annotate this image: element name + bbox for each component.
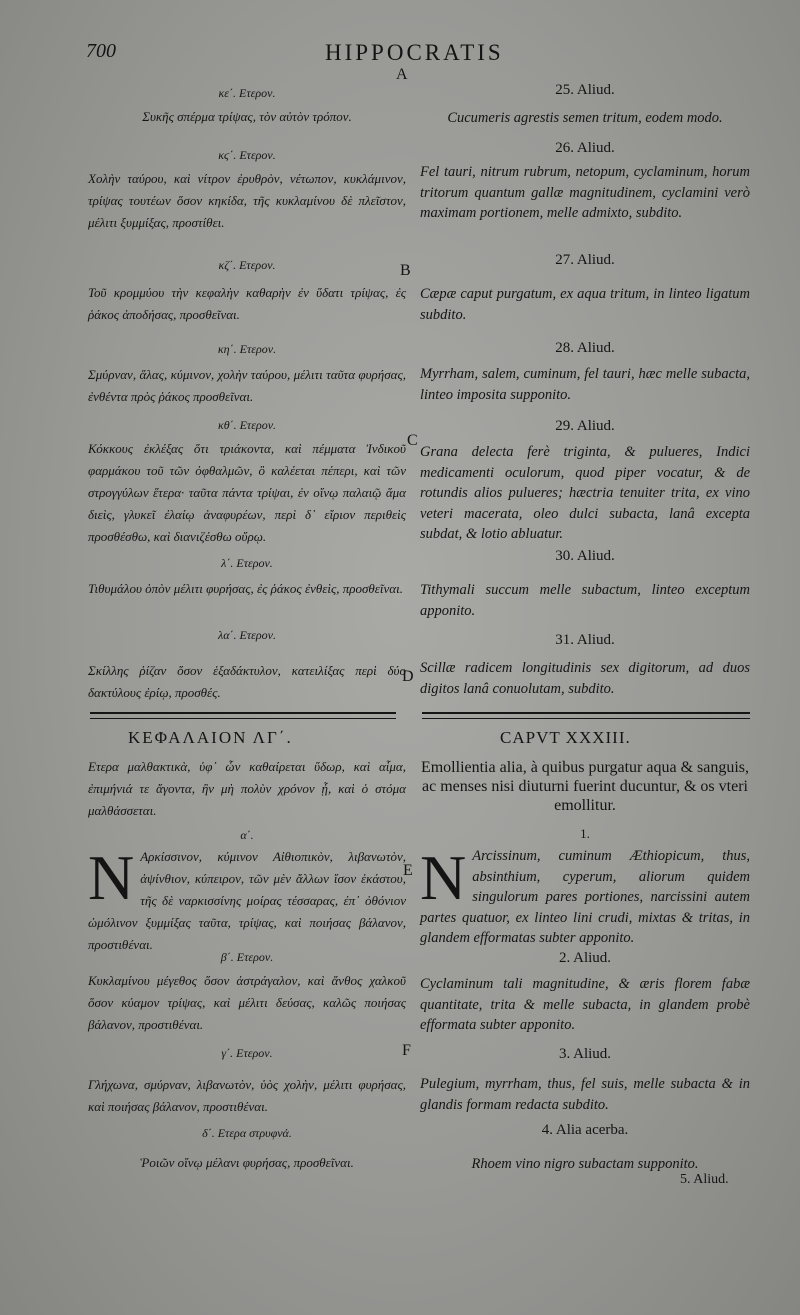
margin-letter-a: A bbox=[396, 66, 408, 83]
latin-text-31: Scillæ radicem longitudinis sex digitorum, ad duos digitos lanâ conuolutam, subdito. bbox=[420, 660, 750, 697]
greek-heading-31: λα΄. Ετερον. bbox=[218, 628, 276, 642]
latin-text-27: Cæpæ caput purgatum, ex aqua tritum, in linteo ligatum subdito. bbox=[420, 286, 750, 323]
latin-heading-26: 26. Aliud. bbox=[555, 140, 615, 156]
margin-letter-f: F bbox=[402, 1042, 411, 1059]
latin-text-25: Cucumeris agrestis semen tritum, eodem modo. bbox=[447, 110, 723, 126]
greek-item-1-text: Αρκίσσινον, κύμινον Αἰθιοπικὸν, λιβανωτὸν, ἀψίνθιον, κύπειρον, τῶν μὲν ἄλλων ἴσον ἑκάστου, τῆς δὲ ναρκισσίνης μοίρας τέσσαρας, ἐπ᾽ ὀθόνιον ὠμόλινον ξυμμίξας ταῦτα, τρίψας, καὶ ποιήσας βάλανον, προστιθέναι. bbox=[88, 849, 406, 952]
greek-item-1-heading: α΄. bbox=[240, 828, 254, 842]
greek-heading-30: λ΄. Ετερον. bbox=[221, 556, 273, 570]
latin-item-1-heading: 1. bbox=[580, 826, 590, 841]
latin-heading-28: 28. Aliud. bbox=[555, 340, 615, 356]
latin-item-1-text: Arcissinum, cuminum Æthiopicum, thus, absinthium, cyperum, aliorum quidem singulorum pares portiones, narcissini autem partes quatuor, ex linteo lini crudi, mixtas & tritas, in glandem efformatas subter apponito. bbox=[420, 848, 750, 946]
greek-heading-25: κε΄. Ετερον. bbox=[218, 86, 276, 100]
latin-divider-rule bbox=[422, 712, 750, 714]
greek-item-3-heading: γ΄. Ετερον. bbox=[221, 1046, 273, 1060]
greek-heading-27: κζ΄. Ετερον. bbox=[218, 258, 276, 272]
margin-letter-e: E bbox=[403, 862, 413, 879]
page-number: 700 bbox=[86, 40, 116, 62]
greek-text-30: Τιθυμάλου ὀπὸν μέλιτι φυρήσας, ἐς ῥάκος ἐνθεὶς, προσθεῖναι. bbox=[88, 581, 403, 596]
greek-text-25: Συκῆς σπέρμα τρίψας, τὸν αὐτὸν τρόπον. bbox=[142, 109, 352, 124]
latin-heading-25: 25. Aliud. bbox=[555, 82, 615, 98]
greek-item-2-text: Κυκλαμίνου μέγεθος ὅσον ἀστράγαλον, καὶ ἄνθος χαλκοῦ ὅσον κύαμον τρίψας, καὶ μέλιτι δεύσας, καλῶς ποιήσας βάλανον, προστιθέναι. bbox=[88, 973, 406, 1032]
latin-item-4-text: Rhoem vino nigro subactam supponito. bbox=[471, 1156, 699, 1172]
latin-heading-31: 31. Aliud. bbox=[555, 632, 615, 648]
latin-chapter-title: CAPVT XXXIII. bbox=[500, 728, 631, 747]
greek-divider-rule bbox=[90, 712, 396, 714]
latin-text-28: Myrrham, salem, cuminum, fel tauri, hæc melle subacta, linteo imposita supponito. bbox=[420, 366, 750, 403]
latin-divider-rule-thin bbox=[422, 718, 750, 719]
greek-chapter-title: ΚΕΦΑΛΑΙΟΝ ΛΓ΄. bbox=[128, 728, 293, 747]
latin-text-29: Grana delecta ferè triginta, & pulueres, Indici medicamenti oculorum, quod piper vocatur, & de rotundis alios pulueres; hæctria tenuiter trita, ex vino veteri macerata, oleo dulci subacta, lanâ excepta subdat, & lotio abluatur. bbox=[420, 444, 750, 542]
latin-drop-capital: N bbox=[420, 842, 467, 913]
latin-item-3-heading: 3. Aliud. bbox=[558, 1046, 612, 1062]
latin-item-4-heading: 4. Alia acerba. bbox=[541, 1122, 629, 1138]
latin-item-1 bbox=[420, 842, 750, 949]
running-title: HIPPOCRATIS bbox=[325, 40, 504, 65]
latin-text-30: Tithymali succum melle subactum, linteo exceptum apponito. bbox=[420, 582, 750, 619]
greek-text-26: Χολὴν ταύρου, καὶ νίτρον ἐρυθρὸν, νέτωπον, κυκλάμινον, τρίψας τουτέων ὅσον κηκίδα, τῆς κυκλαμίνου δὲ πλεῖστον, μέλιτι ξυμμίξας, προστίθει. bbox=[88, 171, 406, 230]
margin-letter-d: D bbox=[402, 668, 414, 685]
latin-chapter-description: Emollientia alia, à quibus purgatur aqua & sanguis, ac menses nisi diuturni fuerint ducuntur, & os vteri emollitur. bbox=[420, 759, 750, 814]
greek-text-28: Σμύρναν, ἅλας, κύμινον, χολὴν ταύρου, μέλιτι ταῦτα φυρήσας, ἐνθέντα πρὸς ῥάκος προσθεῖναι. bbox=[88, 367, 406, 404]
margin-letter-c: C bbox=[407, 432, 418, 449]
greek-item-1 bbox=[88, 842, 406, 956]
greek-chapter-description: Ετερα μαλθακτικὰ, ὑφ᾽ ὧν καθαίρεται ὕδωρ, καὶ αἷμα, ἐπιμήνιά τε ἄγοντα, ἢν μὴ πολὺν χρόνον ᾖ, καὶ ὁ στόμα μαλθάσσεται. bbox=[88, 759, 406, 818]
latin-item-2-text: Cyclaminum tali magnitudine, & æris florem fabæ quantitate, trita & melle subacta, in glandem probè efformata subter apponito. bbox=[420, 976, 750, 1033]
latin-heading-30: 30. Aliud. bbox=[555, 548, 615, 564]
latin-item-2-heading: 2. Aliud. bbox=[558, 950, 612, 966]
greek-text-29: Κόκκους ἐκλέξας ὅτι τριάκοντα, καὶ πέμματα Ἰνδικοῦ φαρμάκου τοῦ τῶν ὀφθαλμῶν, ὃ καλέεται πέπερι, καὶ τῶν στρογγύλων ἕτερα· ταῦτα πάντα τρίψαι, ἐν οἴνῳ παλαιῷ ἅμα διεὶς, γλυκεῖ ἐλαίῳ ἀναφυρέων, περὶ δ᾽ εἴριον περιθεὶς προσθέσθω, καὶ διανιζέσθω οὔρῳ. bbox=[88, 441, 406, 544]
greek-item-4-text: Ῥοιῶν οἴνῳ μέλανι φυρήσας, προσθεῖναι. bbox=[140, 1155, 354, 1170]
latin-heading-27: 27. Aliud. bbox=[555, 252, 615, 268]
margin-letter-b: B bbox=[400, 262, 411, 279]
greek-drop-capital: N bbox=[88, 842, 135, 913]
greek-heading-29: κθ΄. Ετερον. bbox=[217, 418, 277, 432]
greek-text-31: Σκίλλης ῥίζαν ὅσον ἑξαδάκτυλον, κατειλίξας περὶ δύο δακτύλους ἐρίῳ, προσθές. bbox=[88, 663, 406, 700]
latin-text-26: Fel tauri, nitrum rubrum, netopum, cyclaminum, horum tritorum quantum gallæ magnitudinem, cyclamini verò maximam portionem, melle admixto, subdito. bbox=[420, 164, 750, 221]
greek-divider-rule-thin bbox=[90, 718, 396, 719]
greek-item-2-heading: β΄. Ετερον. bbox=[220, 950, 274, 964]
catchword: 5. Aliud. bbox=[680, 1172, 729, 1187]
greek-item-4-heading: δ΄. Ετερα στρυφνά. bbox=[202, 1126, 292, 1140]
latin-heading-29: 29. Aliud. bbox=[555, 418, 615, 434]
greek-heading-28: κη΄. Ετερον. bbox=[217, 342, 277, 356]
latin-item-3-text: Pulegium, myrrham, thus, fel suis, melle subacta & in glandis formam redacta subdito. bbox=[420, 1076, 750, 1113]
greek-item-3-text: Γλήχωνα, σμύρναν, λιβανωτὸν, ὑὸς χολὴν, μέλιτι φυρήσας, καὶ ποιήσας βάλανον, προστιθέναι. bbox=[88, 1077, 406, 1114]
greek-heading-26: κϛ΄. Ετερον. bbox=[218, 148, 276, 162]
greek-text-27: Τοῦ κρομμύου τὴν κεφαλὴν καθαρὴν ἐν ὕδατι τρίψας, ἐς ῥάκος ἀποδήσας, προσθεῖναι. bbox=[88, 285, 406, 322]
